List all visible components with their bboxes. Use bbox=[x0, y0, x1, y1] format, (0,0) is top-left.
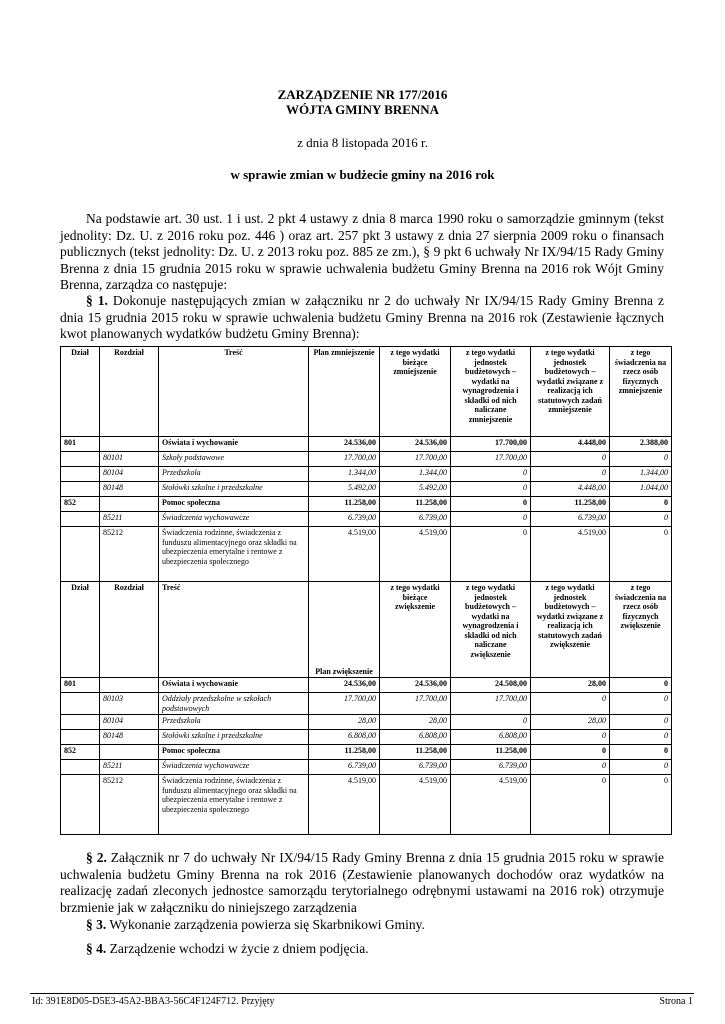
table-cell: 24.536,00 bbox=[309, 437, 380, 452]
table-cell: Oświata i wychowanie bbox=[159, 678, 309, 693]
header-cell: Treść bbox=[159, 582, 309, 678]
table-cell: 0 bbox=[531, 452, 610, 467]
table-row bbox=[61, 730, 672, 745]
table-cell: 6.808,00 bbox=[380, 730, 451, 745]
budget-changes-table bbox=[60, 346, 672, 835]
table-cell: 17.700,00 bbox=[451, 437, 531, 452]
table-row bbox=[61, 715, 672, 730]
table-cell: Stołówki szkolne i przedszkolne bbox=[159, 482, 309, 497]
table-cell bbox=[61, 775, 100, 835]
table-cell: 0 bbox=[451, 497, 531, 512]
table-cell: 6.808,00 bbox=[309, 730, 380, 745]
table-row bbox=[61, 678, 672, 693]
table-cell: 0 bbox=[451, 512, 531, 527]
intro-paragraph: Na podstawie art. 30 ust. 1 i ust. 2 pkt 4 ustawy z dnia 8 marca 1990 roku o samorządzie gminnym (tekst jednolity: Dz. U. z 2016 roku poz. 446 ) oraz art. 257 pkt 3 ustawy z dnia 27 sierpnia 2009 roku o finansach publicznych (tekst jednolity: Dz. U. z 2013 roku poz. 885 ze zm.), § 9 pkt 6 uchwały Nr IX/94/15 Rady Gminy Brenna z dnia 15 grudnia 2015 roku w sprawie uchwalenia budżetu Gminy Brenna na 2016 rok Wójt Gminy Brenna, zarządza co następuje: bbox=[60, 211, 664, 292]
table-cell bbox=[61, 730, 100, 745]
table-cell: 4.448,00 bbox=[531, 482, 610, 497]
table-row bbox=[61, 437, 672, 452]
header-cell: Plan zwiększenie bbox=[309, 582, 380, 678]
header-cell: z tego świadczenia na rzecz osób fizycznych zmniejszenie bbox=[610, 347, 672, 437]
table-cell: 2.388,00 bbox=[610, 437, 672, 452]
table-cell: 85211 bbox=[100, 512, 159, 527]
table-cell: 0 bbox=[610, 693, 672, 715]
table-cell: 4.519,00 bbox=[309, 775, 380, 835]
document-subject: w sprawie zmian w budżecie gminy na 2016 rok bbox=[230, 167, 495, 182]
header-cell: z tego wydatki bieżące zwiększenie bbox=[380, 582, 451, 678]
section-1-label: § 1. bbox=[86, 293, 108, 308]
table-cell: 4.519,00 bbox=[380, 527, 451, 582]
table-cell bbox=[100, 678, 159, 693]
header-cell: Plan zmniejszenie bbox=[309, 347, 380, 437]
table-cell: 11.258,00 bbox=[380, 745, 451, 760]
table-cell: Oświata i wychowanie bbox=[159, 437, 309, 452]
header-cell: Treść bbox=[159, 347, 309, 437]
section-4-label: § 4. bbox=[86, 941, 107, 956]
section-4-paragraph bbox=[60, 941, 664, 958]
table-row bbox=[61, 482, 672, 497]
table-cell: 6.739,00 bbox=[531, 512, 610, 527]
table-cell bbox=[61, 760, 100, 775]
table-cell: 0 bbox=[451, 527, 531, 582]
table-cell: 24.536,00 bbox=[380, 437, 451, 452]
header-cell: Dział bbox=[61, 347, 100, 437]
table-cell: 0 bbox=[610, 775, 672, 835]
table-cell: 17.700,00 bbox=[309, 693, 380, 715]
table-cell: 0 bbox=[610, 678, 672, 693]
table-cell: 0 bbox=[531, 730, 610, 745]
table-cell: 11.258,00 bbox=[380, 497, 451, 512]
table-cell: 4.519,00 bbox=[380, 775, 451, 835]
table-cell: 28,00 bbox=[380, 715, 451, 730]
table-cell: 0 bbox=[531, 775, 610, 835]
table-cell: 28,00 bbox=[531, 715, 610, 730]
table-cell: 11.258,00 bbox=[309, 497, 380, 512]
table-row bbox=[61, 452, 672, 467]
table-cell: 17.700,00 bbox=[451, 693, 531, 715]
section-1-text: Dokonuje następujących zmian w załączniku nr 2 do uchwały Nr IX/94/15 Rady Gminy Brenna z dnia 15 grudnia 2015 roku w sprawie uchwalenia budżetu Gminy Brenna na 2016 rok (Zestawienie łącznych kwot planowanych wydatków budżetu Gminy Brenna): bbox=[60, 293, 665, 341]
table-header-row-decrease bbox=[61, 347, 672, 437]
table-cell: Szkoły podstawowe bbox=[159, 452, 309, 467]
table-row bbox=[61, 497, 672, 512]
table-cell: 852 bbox=[61, 745, 100, 760]
table-cell: 80148 bbox=[100, 730, 159, 745]
table-cell: 801 bbox=[61, 437, 100, 452]
table-cell: 0 bbox=[610, 760, 672, 775]
table-row bbox=[61, 775, 672, 835]
header-cell: z tego świadczenia na rzecz osób fizycznych zwiększenie bbox=[610, 582, 672, 678]
table-cell bbox=[100, 745, 159, 760]
table-cell: 6.739,00 bbox=[309, 760, 380, 775]
header-cell: z tego wydatki jednostek budżetowych – wydatki związane z realizacją ich statutowych zadań zwiększenie bbox=[531, 582, 610, 678]
header-cell: z tego wydatki jednostek budżetowych – wydatki związane z realizacją ich statutowych zadań zmniejszenie bbox=[531, 347, 610, 437]
table-cell: Świadczenia wychowawcze bbox=[159, 512, 309, 527]
table-cell: 4.448,00 bbox=[531, 437, 610, 452]
table-cell: Świadczenia wychowawcze bbox=[159, 760, 309, 775]
header-cell: z tego wydatki jednostek budżetowych – wydatki na wynagrodzenia i składki od nich naliczane zmniejszenie bbox=[451, 347, 531, 437]
section-3-text: Wykonanie zarządzenia powierza się Skarbnikowi Gminy. bbox=[106, 917, 425, 932]
table-row bbox=[61, 760, 672, 775]
document-title-line2: WÓJTA GMINY BRENNA bbox=[285, 102, 440, 117]
section-3-paragraph bbox=[60, 917, 664, 934]
table-cell: 1.044,00 bbox=[610, 482, 672, 497]
table-cell: Świadczenia rodzinne, świadczenia z funduszu alimentacyjnego oraz składki na ubezpieczenia emerytalne i rentowe z ubezpieczenia społecznego bbox=[159, 527, 309, 582]
table-cell: 5.492,00 bbox=[309, 482, 380, 497]
table-cell: 17.700,00 bbox=[380, 693, 451, 715]
footer-page-number: Strona 1 bbox=[659, 996, 693, 1007]
table-cell: 28,00 bbox=[531, 678, 610, 693]
table-cell: 801 bbox=[61, 678, 100, 693]
table-cell: 17.700,00 bbox=[451, 452, 531, 467]
table-cell: 80148 bbox=[100, 482, 159, 497]
table-cell: 0 bbox=[610, 730, 672, 745]
table-cell: 0 bbox=[451, 715, 531, 730]
table-cell: 85212 bbox=[100, 527, 159, 582]
table-cell: 1.344,00 bbox=[309, 467, 380, 482]
header-cell: Dział bbox=[61, 582, 100, 678]
table-cell: 1.344,00 bbox=[380, 467, 451, 482]
table-cell: 0 bbox=[610, 512, 672, 527]
table-cell bbox=[100, 437, 159, 452]
table-cell: 0 bbox=[451, 467, 531, 482]
table-cell: 1.344,00 bbox=[610, 467, 672, 482]
table-cell bbox=[61, 482, 100, 497]
table-cell: 6.739,00 bbox=[380, 760, 451, 775]
table-cell: 0 bbox=[531, 693, 610, 715]
table-cell: 11.258,00 bbox=[451, 745, 531, 760]
table-cell: 24.536,00 bbox=[380, 678, 451, 693]
table-cell: 0 bbox=[531, 760, 610, 775]
section-3-label: § 3. bbox=[86, 917, 107, 932]
table-cell: 11.258,00 bbox=[531, 497, 610, 512]
section-1-paragraph bbox=[60, 293, 664, 343]
table-cell: Świadczenia rodzinne, świadczenia z funduszu alimentacyjnego oraz składki na ubezpieczenia emerytalne i rentowe z ubezpieczenia społecznego bbox=[159, 775, 309, 835]
section-2-text: Załącznik nr 7 do uchwały Nr IX/94/15 Rady Gminy Brenna z dnia 15 grudnia 2015 roku w sprawie uchwalenia budżetu Gminy Brenna na rok 2016 (Zestawienie planowanych dochodów oraz wydatków na realizację zadań zleconych jednostce samorządu terytorialnego odrębnymi ustawami na 2016 rok) otrzymuje brzmienie jak w załączniku do niniejszego zarządzenia bbox=[60, 850, 665, 915]
table-cell: 4.519,00 bbox=[309, 527, 380, 582]
table-cell bbox=[61, 693, 100, 715]
section-4-text: Zarządzenie wchodzi w życie z dniem podjęcia. bbox=[106, 941, 369, 956]
table-cell: 85211 bbox=[100, 760, 159, 775]
table-cell: 24.508,00 bbox=[451, 678, 531, 693]
document-title-line1: ZARZĄDZENIE NR 177/2016 bbox=[277, 87, 448, 102]
table-cell: 0 bbox=[610, 452, 672, 467]
table-cell bbox=[61, 527, 100, 582]
table-cell: 0 bbox=[610, 497, 672, 512]
table-cell: Oddziały przedszkolne w szkołach podstawowych bbox=[159, 693, 309, 715]
table-header-row-increase bbox=[61, 582, 672, 678]
header-cell: z tego wydatki jednostek budżetowych – wydatki na wynagrodzenia i składki od nich naliczane zwiększenie bbox=[451, 582, 531, 678]
table-cell: 0 bbox=[531, 467, 610, 482]
table-cell: 80101 bbox=[100, 452, 159, 467]
table-cell bbox=[61, 467, 100, 482]
table-cell: 4.519,00 bbox=[451, 775, 531, 835]
footer-document-id: Id: 391E8D05-D5E3-45A2-BBA3-56C4F124F712. Przyjęty bbox=[32, 996, 275, 1007]
table-cell: 0 bbox=[451, 482, 531, 497]
table-cell: 6.739,00 bbox=[451, 760, 531, 775]
table-cell: 85212 bbox=[100, 775, 159, 835]
document-date: z dnia 8 listopada 2016 r. bbox=[297, 135, 428, 150]
table-cell bbox=[61, 715, 100, 730]
table-cell: 17.700,00 bbox=[380, 452, 451, 467]
table-cell: 5.492,00 bbox=[380, 482, 451, 497]
table-cell: 6.739,00 bbox=[380, 512, 451, 527]
table-cell: 6.808,00 bbox=[451, 730, 531, 745]
table-cell: 17.700,00 bbox=[309, 452, 380, 467]
table-cell: 0 bbox=[610, 715, 672, 730]
table-cell: 80104 bbox=[100, 467, 159, 482]
table-row bbox=[61, 467, 672, 482]
table-row bbox=[61, 693, 672, 715]
table-cell: Stołówki szkolne i przedszkolne bbox=[159, 730, 309, 745]
table-cell bbox=[100, 497, 159, 512]
table-row bbox=[61, 745, 672, 760]
table-cell: 0 bbox=[610, 527, 672, 582]
table-cell: Pomoc społeczna bbox=[159, 745, 309, 760]
table-row bbox=[61, 512, 672, 527]
section-2-label: § 2. bbox=[86, 850, 107, 865]
header-cell: z tego wydatki bieżące zmniejszenie bbox=[380, 347, 451, 437]
table-cell: 28,00 bbox=[309, 715, 380, 730]
table-cell: 24.536,00 bbox=[309, 678, 380, 693]
table-cell bbox=[61, 452, 100, 467]
table-cell: Przedszkola bbox=[159, 467, 309, 482]
table-cell: 0 bbox=[531, 745, 610, 760]
table-cell: Przedszkola bbox=[159, 715, 309, 730]
table-cell: Pomoc społeczna bbox=[159, 497, 309, 512]
footer-divider bbox=[30, 993, 694, 994]
table-cell: 80104 bbox=[100, 715, 159, 730]
table-cell: 852 bbox=[61, 497, 100, 512]
table-cell: 11.258,00 bbox=[309, 745, 380, 760]
section-2-paragraph bbox=[60, 850, 664, 916]
header-cell: Rozdział bbox=[100, 582, 159, 678]
table-cell: 0 bbox=[610, 745, 672, 760]
header-cell: Rozdział bbox=[100, 347, 159, 437]
table-row bbox=[61, 527, 672, 582]
table-cell bbox=[61, 512, 100, 527]
table-cell: 6.739,00 bbox=[309, 512, 380, 527]
table-cell: 80103 bbox=[100, 693, 159, 715]
table-cell: 4.519,00 bbox=[531, 527, 610, 582]
